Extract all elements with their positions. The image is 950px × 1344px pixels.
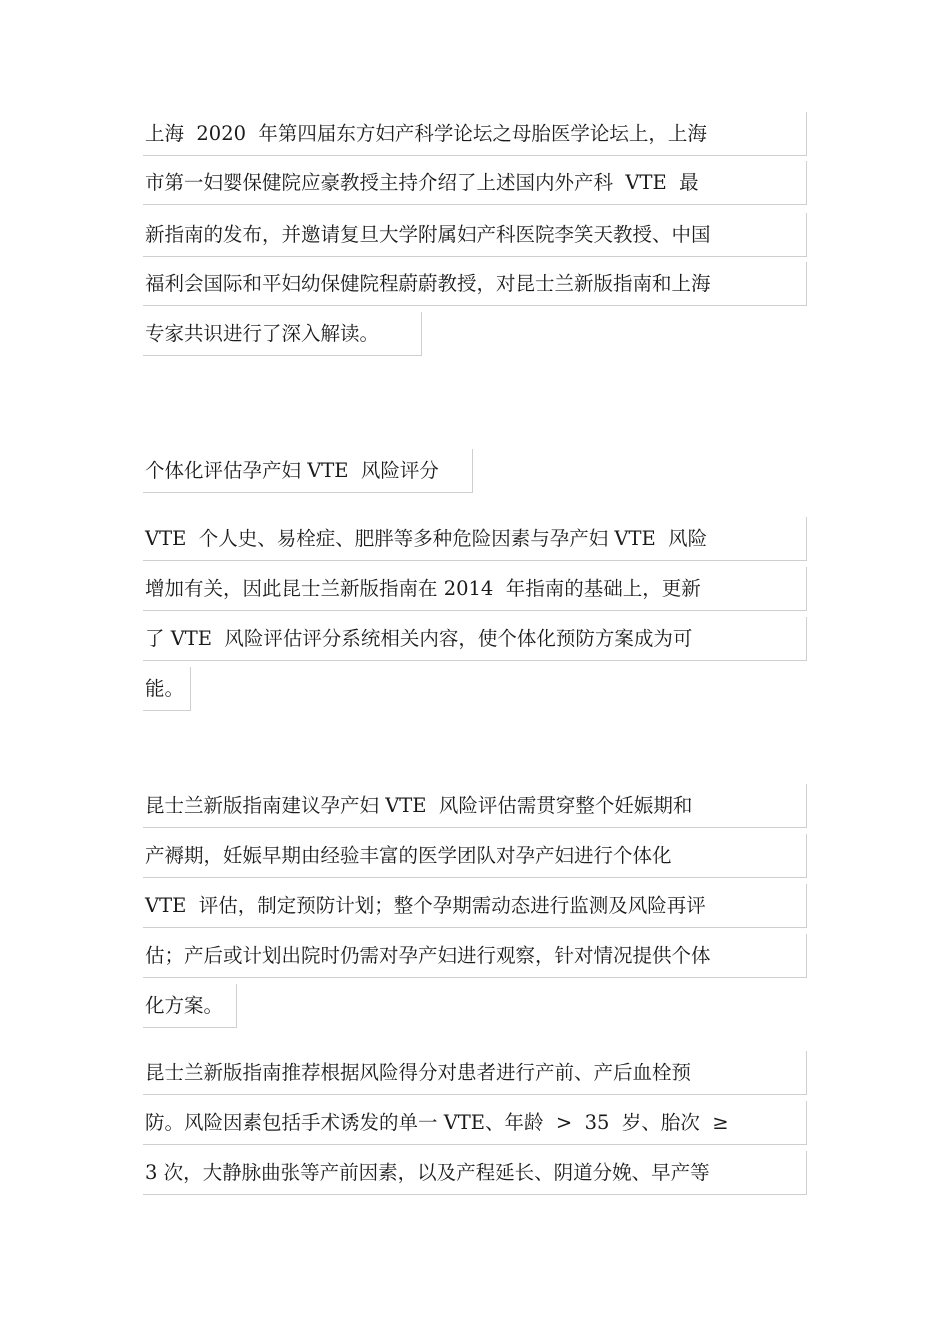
paragraph-1-line-4: 福利会国际和平妇幼保健院程蔚蔚教授，对昆士兰新版指南和上海 (143, 262, 807, 306)
paragraph-4-line-1: 昆士兰新版指南推荐根据风险得分对患者进行产前、产后血栓预 (143, 1051, 807, 1095)
paragraph-2-line-3: 了 VTE 风险评估评分系统相关内容，使个体化预防方案成为可 (143, 617, 807, 661)
paragraph-1-line-3: 新指南的发布，并邀请复旦大学附属妇产科医院李笑天教授、中国 (143, 213, 807, 257)
paragraph-3-line-4: 估；产后或计划出院时仍需对孕产妇进行观察，针对情况提供个体 (143, 934, 807, 978)
paragraph-2-line-4: 能。 (143, 667, 191, 711)
section-heading: 个体化评估孕产妇 VTE 风险评分 (143, 449, 473, 493)
paragraph-3-line-1: 昆士兰新版指南建议孕产妇 VTE 风险评估需贯穿整个妊娠期和 (143, 784, 807, 828)
paragraph-4-line-2: 防。风险因素包括手术诱发的单一 VTE、年龄 > 35 岁、胎次 ≥ (143, 1101, 807, 1145)
paragraph-1-line-2: 市第一妇婴保健院应豪教授主持介绍了上述国内外产科 VTE 最 (143, 161, 807, 205)
paragraph-3-line-5: 化方案。 (143, 984, 237, 1028)
paragraph-2-line-1: VTE 个人史、易栓症、肥胖等多种危险因素与孕产妇 VTE 风险 (143, 517, 807, 561)
paragraph-3-line-2: 产褥期，妊娠早期由经验丰富的医学团队对孕产妇进行个体化 (143, 834, 807, 878)
paragraph-1-line-5: 专家共识进行了深入解读。 (143, 312, 422, 356)
paragraph-4-line-3: 3 次，大静脉曲张等产前因素，以及产程延长、阴道分娩、早产等 (143, 1151, 807, 1195)
paragraph-3-line-3: VTE 评估，制定预防计划；整个孕期需动态进行监测及风险再评 (143, 884, 807, 928)
paragraph-2-line-2: 增加有关，因此昆士兰新版指南在 2014 年指南的基础上，更新 (143, 567, 807, 611)
paragraph-1-line-1: 上海 2020 年第四届东方妇产科学论坛之母胎医学论坛上，上海 (143, 112, 807, 156)
